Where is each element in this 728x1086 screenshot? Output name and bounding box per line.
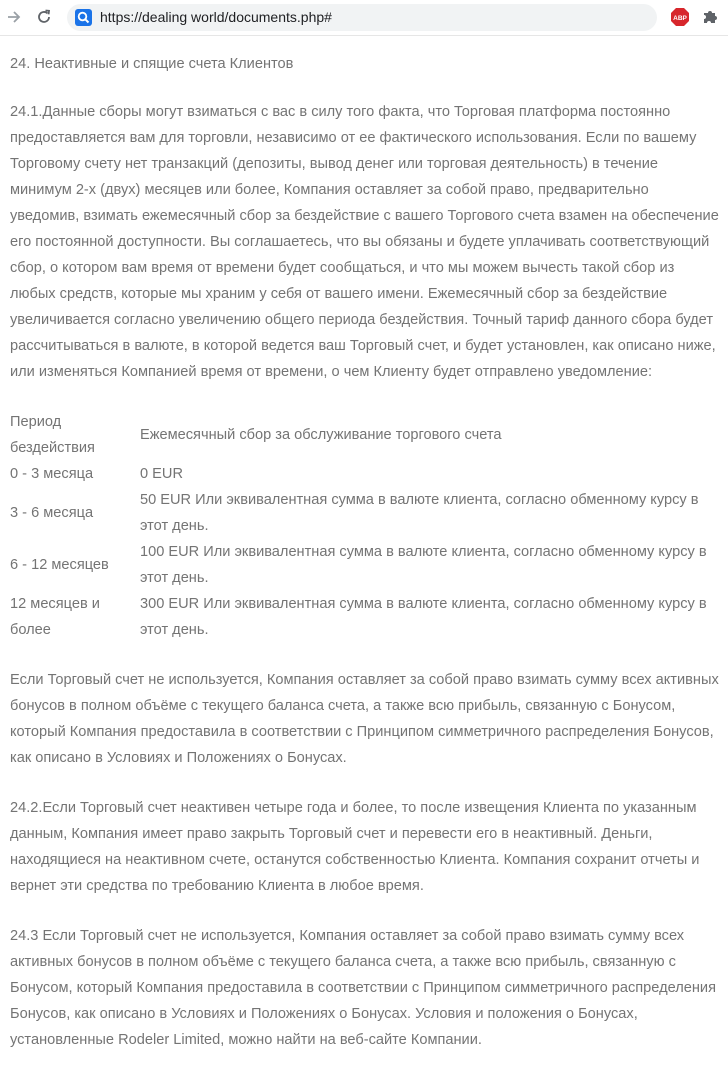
document-content — [10, 51, 722, 1077]
search-icon — [75, 9, 92, 26]
svg-text:ABP: ABP — [673, 15, 687, 22]
fee-row-period: 6 - 12 месяцев — [10, 557, 109, 573]
fee-row-amount: 50 EUR Или эквивалентная сумма в валюте клиента, согласно обменному курсу в этот день. — [140, 492, 699, 534]
extensions-button[interactable] — [700, 7, 720, 27]
paragraph-24-3: 24.3 Если Торговый счет не используется, Компания оставляет за собой право взимать сумму всех активных бонусов в полном объёме с текущего баланса счета, а также всю прибыль, связанную с Бонусом, который Компания предоставила в соответствии с Принципом симметричного распределения Бонусов, как описано в Условиях и Положениях о Бонусах. Условия и положения о Бонусах, установленные Rodeler Limited, можно найти на веб-сайте Компании. — [10, 928, 716, 1048]
fee-row-amount: 300 EUR Или эквивалентная сумма в валюте клиента, согласно обменному курсу в этот день. — [140, 596, 707, 638]
fee-row — [10, 487, 722, 539]
arrow-right-icon — [5, 8, 23, 26]
adblock-extension-button[interactable] — [670, 7, 690, 27]
fee-row — [10, 539, 722, 591]
fee-row — [10, 591, 722, 643]
fee-table-header — [10, 409, 722, 461]
adblock-icon — [670, 7, 690, 27]
fee-table — [10, 409, 722, 643]
fee-row-period: 0 - 3 месяца — [10, 466, 94, 482]
browser-toolbar — [0, 0, 728, 36]
puzzle-icon — [700, 7, 720, 27]
column-header-fee: Ежемесячный сбор за обслуживание торгового счета — [140, 427, 502, 443]
fee-row-amount: 100 EUR Или эквивалентная сумма в валюте клиента, согласно обменному курсу в этот день. — [140, 544, 707, 586]
fee-row-period: 12 месяцев и более — [10, 596, 100, 638]
reload-button[interactable] — [30, 3, 58, 31]
fee-row-amount: 0 EUR — [140, 466, 183, 482]
forward-button[interactable] — [0, 3, 28, 31]
column-header-period: Период бездействия — [10, 414, 95, 456]
fee-row-period: 3 - 6 месяца — [10, 505, 94, 521]
paragraph-bonus: Если Торговый счет не используется, Компания оставляет за собой право взимать сумму всех активных бонусов в полном объёме с текущего баланса счета, а также всю прибыль, связанную с Бонусом, который Компания предоставила в соответствии с Принципом симметричного распределения Бонусов, как описано в Условиях и Положениях о Бонусах. — [10, 672, 719, 766]
paragraph-24-2: 24.2.Если Торговый счет неактивен четыре года и более, то после извещения Клиента по указанным данным, Компания имеет право закрыть Торговый счет и перевести его в неактивный. Деньги, находящиеся на неактивном счете, останутся собственностью Клиента. Компания сохранит отчеты и вернет эти средства по требованию Клиента в любое время. — [10, 800, 700, 894]
url-text: https://dealing world/documents.php# — [100, 9, 332, 25]
paragraph-24-1: 24.1.Данные сборы могут взиматься с вас в силу того факта, что Торговая платформа постоянно предоставляется вам для торговли, независимо от ее фактического использования. Если по вашему Торговому счету нет транзакций (депозиты, вывод денег или торговая деятельность) в течение минимум 2-х (двух) месяцев или более, Компания оставляет за собой право, предварительно уведомив, взимать ежемесячный сбор за бездействие с вашего Торгового счета взамен на обеспечение его постоянной доступности. Вы соглашаетесь, что вы обязаны и будете уплачивать соответствующий сбор, о котором вам время от времени будет сообщаться, и что мы можем вычесть такой сбор из любых средств, которые мы храним у себя от вашего имени. Ежемесячный сбор за бездействие увеличивается согласно увеличению общего периода бездействия. Точный тариф данного сбора будет рассчитываться в валюте, в которой ведется ваш Торговый счет, и будет установлен, как описано ниже, или изменяться Компанией время от времени, о чем Клиенту будет отправлено уведомление: — [10, 104, 719, 380]
address-bar[interactable] — [67, 4, 657, 31]
reload-icon — [35, 8, 53, 26]
fee-row — [10, 461, 722, 487]
section-heading: 24. Неактивные и спящие счета Клиентов — [10, 56, 294, 72]
